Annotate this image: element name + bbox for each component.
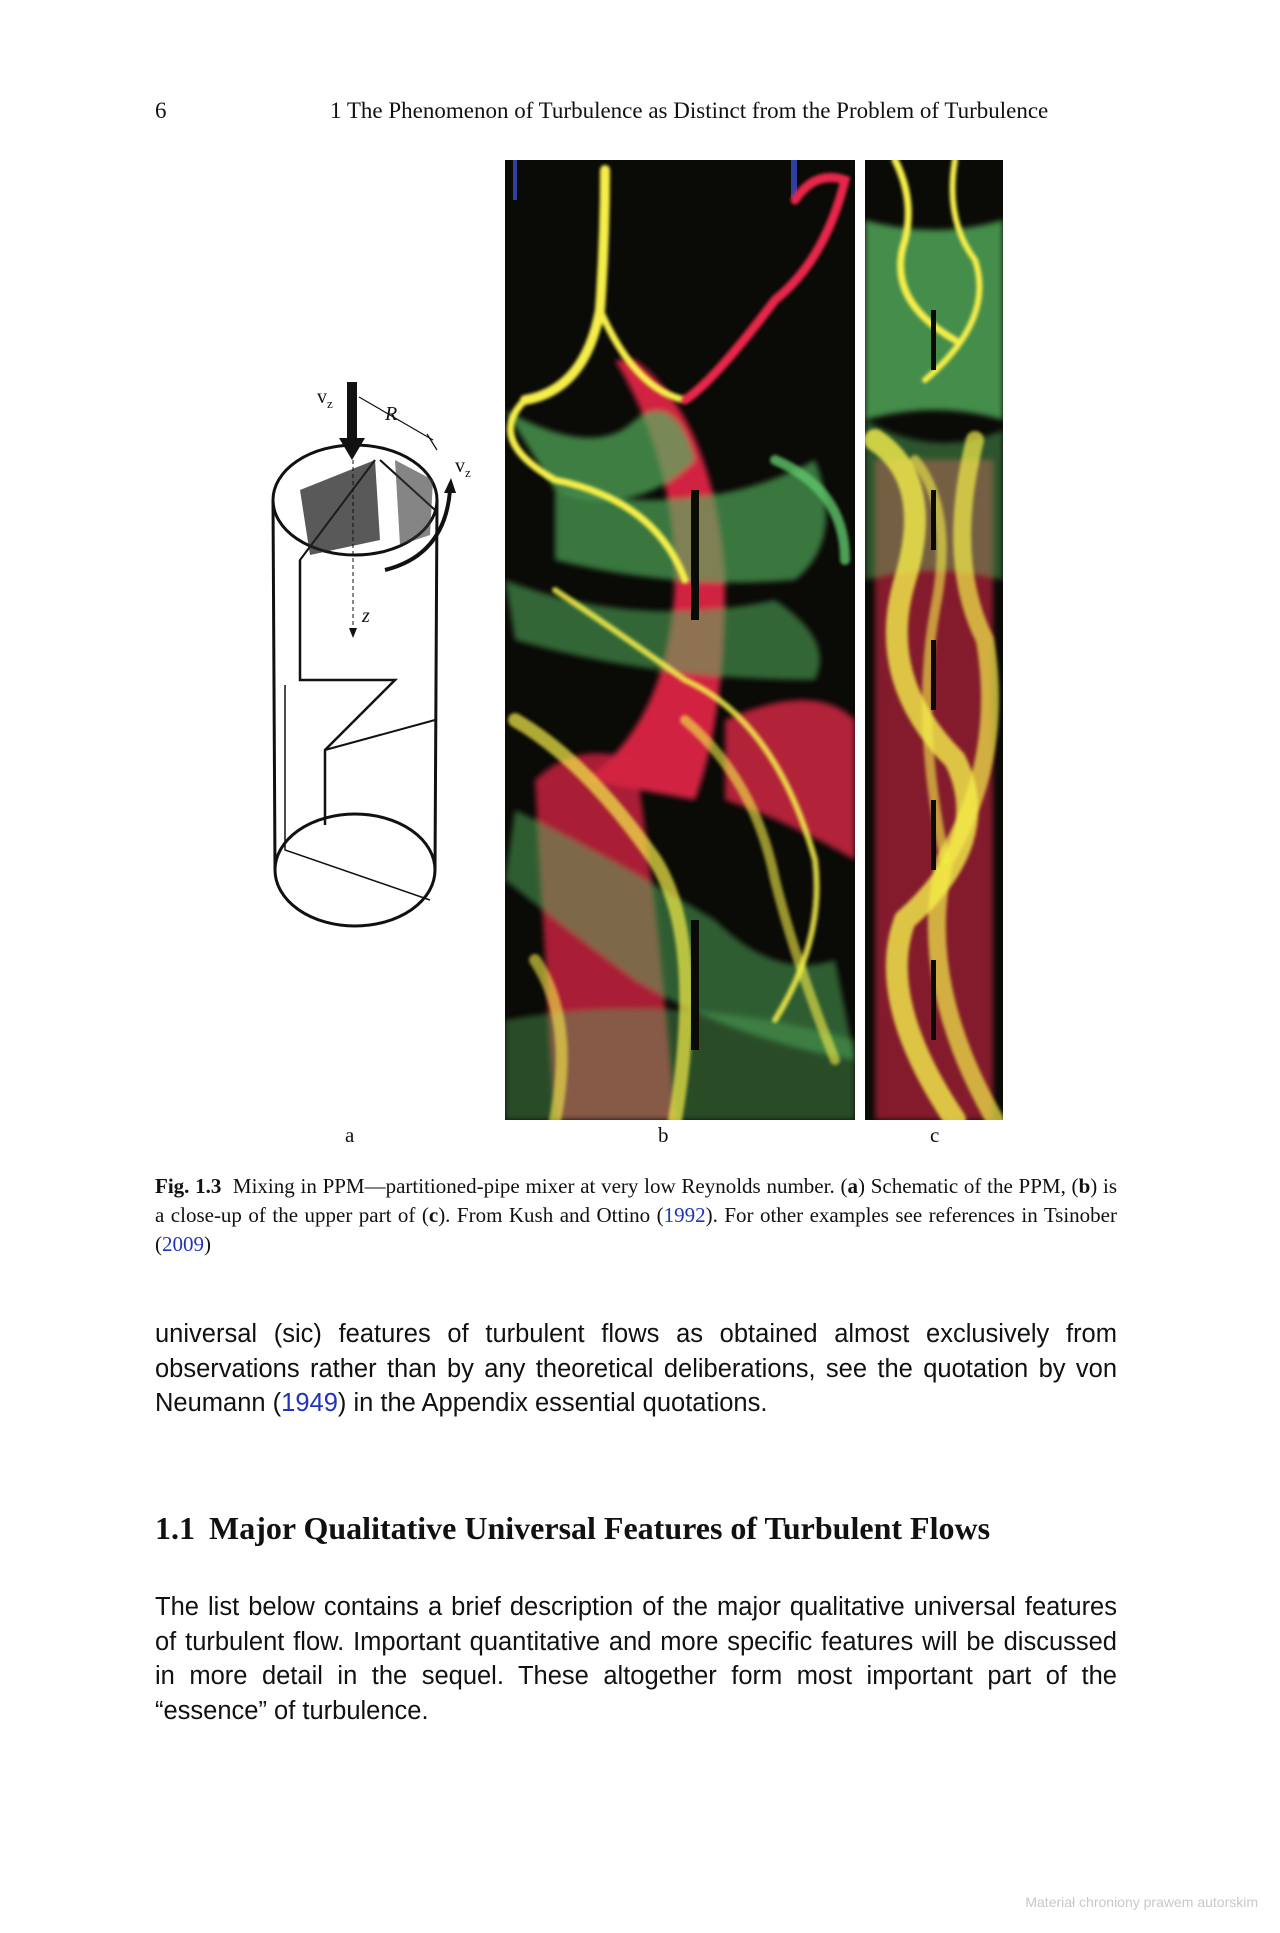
vz-label-side: v xyxy=(455,455,465,477)
figure-graphic xyxy=(255,160,1010,1120)
photo-panel-b xyxy=(505,160,855,1120)
pipe-left-wall xyxy=(273,500,275,870)
section-number: 1.1 xyxy=(155,1510,195,1546)
vz-label-top: v xyxy=(317,386,327,408)
citation-link-2009[interactable]: 2009 xyxy=(162,1232,204,1256)
figure-caption: Fig. 1.3 Mixing in PPM—partitioned-pipe mixer at very low Reynolds number. (a) Schematic of the PPM, (b) is a close-up of the upper part of (c). From Kush and Ottino (1992). For other examples see references in Tsinober (2009) xyxy=(155,1174,1117,1256)
svg-text:vz: $v_z$ xyxy=(455,455,471,480)
radius-label: R xyxy=(385,403,398,425)
figure-label: Fig. 1.3 xyxy=(155,1174,222,1198)
pipe-bottom-ellipse xyxy=(275,814,435,926)
section-heading xyxy=(155,1510,1117,1547)
page-number: 6 xyxy=(155,98,167,123)
axis-z-label: z xyxy=(362,605,370,627)
panel-label-b: b xyxy=(658,1123,669,1147)
panel-label-a: a xyxy=(345,1123,355,1147)
pipe-right-wall xyxy=(435,500,437,870)
body-paragraph-1: universal (sic) features of turbulent flows as obtained almost exclusively from observations rather than by any theoretical deliberations, see the quotation by von Neumann (1949) in the Appendix essential quotations. xyxy=(155,1320,1117,1417)
body-paragraph-2: The list below contains a brief description of the major qualitative universal features of turbulent flow. Important quantitative and more specific features will be discussed in more detail in the sequel. These altogether form most important part of the “essence” of turbulence. xyxy=(155,1593,1117,1725)
ppm-schematic xyxy=(273,382,456,926)
citation-link-1992[interactable]: 1992 xyxy=(663,1203,706,1227)
running-title: 1 The Phenomenon of Turbulence as Distinct from the Problem of Turbulence xyxy=(330,98,1049,123)
svg-text:vz: $v_z$ xyxy=(317,386,333,411)
photo-panel-c xyxy=(865,160,1003,1120)
section-title: Major Qualitative Universal Features of Turbulent Flows xyxy=(209,1510,991,1546)
panel-label-c: c xyxy=(930,1123,940,1147)
vz-arrow xyxy=(347,382,357,442)
figure-1-3 xyxy=(255,160,1010,1160)
copyright-watermark: Materiał chroniony prawem autorskim xyxy=(1025,1894,1258,1910)
citation-link-1949[interactable]: 1949 xyxy=(281,1389,338,1417)
